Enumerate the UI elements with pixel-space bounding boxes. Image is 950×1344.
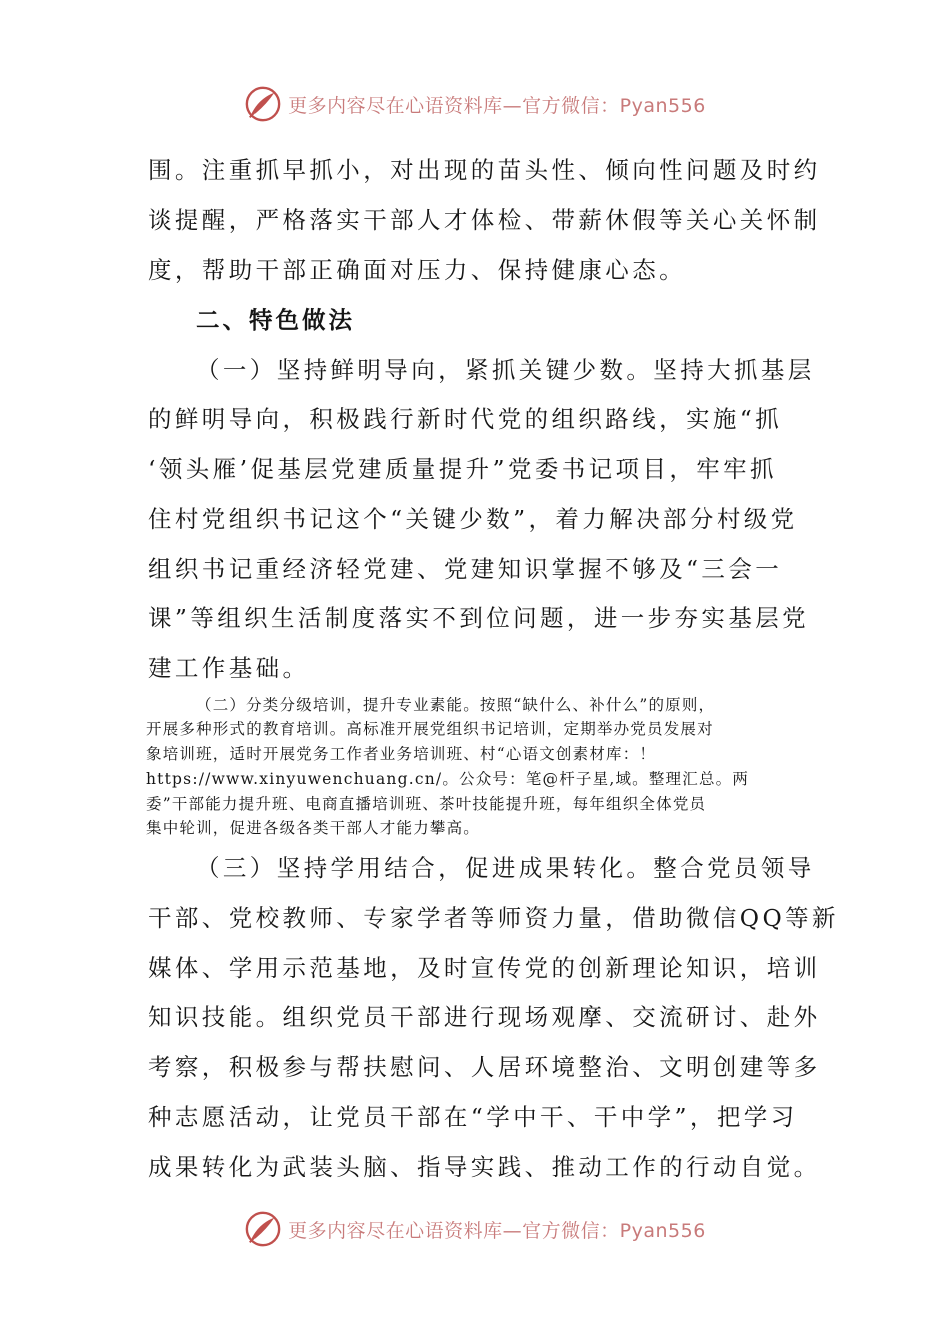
body-line: （一）坚持鲜明导向，紧抓关键少数。坚持大抓基层 <box>196 356 815 384</box>
body-line: 种志愿活动，让党员干部在“学中干、干中学”，把学习 <box>148 1103 798 1131</box>
small-body-line: 委”干部能力提升班、电商直播培训班、茶叶技能提升班，每年组织全体党员 <box>146 795 707 813</box>
body-line: 考察，积极参与帮扶慰问、人居环境整治、文明创建等多 <box>148 1053 821 1081</box>
body-line: 谈提醒，严格落实干部人才体检、带薪休假等关心关怀制 <box>148 206 821 234</box>
body-line: 知识技能。组织党员干部进行现场观摩、交流研讨、赴外 <box>148 1003 821 1031</box>
body-line: 建工作基础。 <box>148 654 310 682</box>
body-line: ‘领头雁’促基层党建质量提升”党委书记项目，牢牢抓 <box>148 455 777 483</box>
section-heading: 二、特色做法 <box>196 306 355 334</box>
body-line: 围。注重抓早抓小，对出现的苗头性、倾向性问题及时约 <box>148 156 821 184</box>
small-body-line: https://www.xinyuwenchuang.cn/。公众号：笔@杆子星,域。整理汇总。两 <box>146 770 750 788</box>
pen-logo-icon <box>244 1210 282 1248</box>
body-line: 媒体、学用示范基地，及时宣传党的创新理论知识，培训 <box>148 954 821 982</box>
body-line: 住村党组织书记这个“关键少数”，着力解决部分村级党 <box>148 505 798 533</box>
header-banner-text: 更多内容尽在心语资料库—官方微信：Pyan556 <box>288 94 706 117</box>
small-body-line: 集中轮训，促进各级各类干部人才能力攀高。 <box>146 819 481 837</box>
body-line: 组织书记重经济轻党建、党建知识掌握不够及“三会一 <box>148 555 783 583</box>
body-line: 度，帮助干部正确面对压力、保持健康心态。 <box>148 256 686 284</box>
footer-banner <box>0 1207 950 1251</box>
pen-logo-icon <box>244 85 282 123</box>
header-banner <box>0 82 950 126</box>
body-line: 成果转化为武装头脑、指导实践、推动工作的行动自觉。 <box>148 1153 821 1181</box>
small-body-line: （二）分类分级培训，提升专业素能。按照“缺什么、补什么”的原则， <box>196 696 716 714</box>
body-line: 的鲜明导向，积极践行新时代党的组织路线，实施“抓 <box>148 405 783 433</box>
body-line: 课”等组织生活制度落实不到位问题，进一步夯实基层党 <box>148 604 810 632</box>
small-body-line: 象培训班，适时开展党务工作者业务培训班、村“心语文创素材库：！ <box>146 745 657 763</box>
small-body-line: 开展多种形式的教育培训。高标准开展党组织书记培训，定期举办党员发展对 <box>146 720 714 738</box>
body-line: （三）坚持学用结合，促进成果转化。整合党员领导 <box>196 854 815 882</box>
body-line: 干部、党校教师、专家学者等师资力量，借助微信QQ等新 <box>148 904 839 932</box>
footer-banner-text: 更多内容尽在心语资料库—官方微信：Pyan556 <box>288 1219 706 1242</box>
